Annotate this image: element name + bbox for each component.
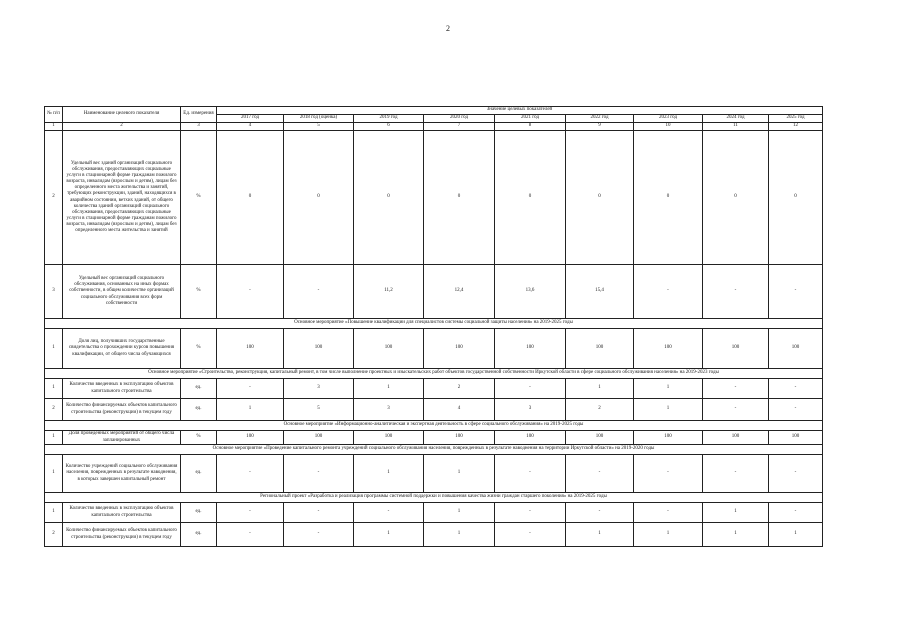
indicator-value: - — [566, 455, 634, 493]
table-row — [45, 329, 823, 369]
indicator-value: 3 — [495, 399, 566, 421]
table-row — [45, 379, 823, 399]
indicator-value: - — [769, 503, 823, 523]
indicator-value: - — [284, 523, 354, 547]
indicator-value: - — [495, 379, 566, 399]
indicator-value: 11,2 — [354, 265, 424, 319]
indicator-value: 1 — [354, 379, 424, 399]
indicator-value: - — [703, 265, 769, 319]
table-row — [45, 523, 823, 547]
indicator-value: 1 — [634, 379, 703, 399]
indicator-value: 2 — [424, 379, 495, 399]
header-numbers-row — [45, 123, 823, 131]
header-col-no: № п/п — [45, 107, 63, 123]
indicator-value: - — [634, 455, 703, 493]
indicator-value: 100 — [495, 431, 566, 445]
indicator-value: 0 — [424, 131, 495, 265]
indicator-value: 0 — [354, 131, 424, 265]
indicator-value: 12,4 — [424, 265, 495, 319]
indicator-value: 1 — [354, 523, 424, 547]
table-row — [45, 131, 823, 265]
header-col-number: 9 — [566, 123, 634, 131]
indicator-value: 100 — [217, 431, 284, 445]
header-col-number: 8 — [495, 123, 566, 131]
unit: % — [181, 265, 217, 319]
header-year: 2020 год — [424, 115, 495, 123]
header-year: 2019 год — [354, 115, 424, 123]
header-year: 2018 год (оценка) — [284, 115, 354, 123]
unit: ед. — [181, 523, 217, 547]
indicator-value: - — [217, 503, 284, 523]
indicator-value: - — [217, 265, 284, 319]
indicator-value: 100 — [566, 431, 634, 445]
indicator-value: 100 — [769, 329, 823, 369]
header-col-number: 12 — [769, 123, 823, 131]
header-col-number: 7 — [424, 123, 495, 131]
header-year: 2023 год — [634, 115, 703, 123]
indicator-value: 100 — [284, 329, 354, 369]
indicator-value: 3 — [354, 399, 424, 421]
header-col-unit: Ед. измерения — [181, 107, 217, 123]
indicator-value: 0 — [703, 131, 769, 265]
row-number: 2 — [45, 131, 63, 265]
indicator-value: - — [495, 523, 566, 547]
indicator-value: 0 — [634, 131, 703, 265]
section-title: Основное мероприятие «Повышение квалификации для специалистов системы социальной защиты населения» на 2019-2025 годы — [45, 319, 823, 329]
unit: % — [181, 431, 217, 445]
unit: ед. — [181, 455, 217, 493]
indicator-value: 100 — [217, 329, 284, 369]
header-col-name: Наименование целевого показателя — [63, 107, 181, 123]
indicator-name: Количество введенных в эксплуатацию объектов капитального строительства — [63, 503, 181, 523]
indicator-value: - — [217, 523, 284, 547]
indicator-value: 5 — [284, 399, 354, 421]
header-col-number: 11 — [703, 123, 769, 131]
indicator-value: 1 — [703, 503, 769, 523]
section-title: Региональный проект «Разработка и реализация программы системной поддержки и повышения качества жизни граждан старшего поколения» на 2019-2025 годы — [45, 493, 823, 503]
indicator-value: - — [217, 455, 284, 493]
table-row — [45, 431, 823, 445]
indicator-value: 100 — [424, 329, 495, 369]
row-number: 1 — [45, 503, 63, 523]
indicator-value: 0 — [566, 131, 634, 265]
indicator-value: 100 — [566, 329, 634, 369]
indicator-value: 1 — [634, 399, 703, 421]
table-row — [45, 455, 823, 493]
header-year: 2017 год — [217, 115, 284, 123]
indicator-value: - — [284, 503, 354, 523]
indicator-name: Удельный вес зданий организаций социального обслуживания, предоставляющих социальные услуги в стационарной форме гражданам пожилого возраста, инвалидам (взрослым и детям), лицам без определенного места жительства и занятий, требующих реконструкции, зданий, находящихся в аварийном состоянии, ветхих зданий, от общего количества зданий организаций социального обслуживания, предоставляющих социальные услуги в стационарной форме гражданам пожилого возраста, инвалидам (взрослым и детям), лицам без определенного места жительства и занятий — [63, 131, 181, 265]
indicator-value: 1 — [424, 455, 495, 493]
header-col-number: 6 — [354, 123, 424, 131]
unit: % — [181, 329, 217, 369]
indicator-value: - — [217, 379, 284, 399]
indicator-value: 0 — [284, 131, 354, 265]
indicator-value: 4 — [424, 399, 495, 421]
indicator-value: - — [769, 455, 823, 493]
row-number: 1 — [45, 379, 63, 399]
header-year: 2024 год — [703, 115, 769, 123]
indicator-value: 0 — [217, 131, 284, 265]
indicator-name: Удельный вес организаций социального обслуживания, основанных на иных формах собственности, в общем количестве организаций социального обслуживания всех форм собственности — [63, 265, 181, 319]
indicator-value: - — [354, 503, 424, 523]
header-col-number: 10 — [634, 123, 703, 131]
indicator-value: 100 — [634, 329, 703, 369]
indicator-value: - — [284, 455, 354, 493]
indicator-name: Количество введенных в эксплуатацию объектов капитального строительства — [63, 379, 181, 399]
indicator-value: 0 — [769, 131, 823, 265]
indicator-value: 100 — [634, 431, 703, 445]
indicator-value: - — [703, 379, 769, 399]
unit: ед. — [181, 503, 217, 523]
target-indicators-table — [44, 106, 823, 547]
indicator-value: 0 — [495, 131, 566, 265]
indicator-value: 100 — [703, 329, 769, 369]
section-row — [45, 369, 823, 379]
indicator-name: Доля проведенных мероприятий от общего числа запланированных — [63, 431, 181, 445]
header-row-1 — [45, 107, 823, 115]
indicator-value: - — [495, 455, 566, 493]
indicator-value: - — [703, 399, 769, 421]
indicator-value: 1 — [424, 523, 495, 547]
indicator-value: 1 — [769, 523, 823, 547]
indicator-value: 100 — [703, 431, 769, 445]
unit: % — [181, 131, 217, 265]
row-number: 3 — [45, 265, 63, 319]
header-col-number: 3 — [181, 123, 217, 131]
header-col-number: 2 — [63, 123, 181, 131]
indicator-value: 100 — [354, 431, 424, 445]
indicator-value: - — [495, 503, 566, 523]
page-number: 2 — [446, 24, 450, 33]
indicator-name: Доля лиц, получивших государственные свидетельства о прохождении курсов повышения квалификации, от общего числа обучающихся — [63, 329, 181, 369]
indicator-name: Количество финансируемых объектов капитального строительства (реконструкции) в текущем году — [63, 399, 181, 421]
section-row — [45, 493, 823, 503]
indicator-value: - — [566, 503, 634, 523]
indicator-value: 100 — [424, 431, 495, 445]
indicator-value: 100 — [354, 329, 424, 369]
table-row — [45, 399, 823, 421]
indicator-value: 100 — [495, 329, 566, 369]
table-row — [45, 503, 823, 523]
indicator-value: - — [703, 455, 769, 493]
row-number: 2 — [45, 399, 63, 421]
indicator-value: 13,6 — [495, 265, 566, 319]
indicator-value: 1 — [424, 503, 495, 523]
indicator-value: - — [634, 265, 703, 319]
indicator-value: - — [769, 399, 823, 421]
section-title: Основное мероприятие «Проведение капитального ремонта учреждений социального обслуживания населения, поврежденных в результате наводнения на территории Иркутской области» на 2019-2020 годы — [45, 445, 823, 455]
header-col-values: Значение целевых показателей — [217, 107, 823, 115]
unit: ед. — [181, 399, 217, 421]
header-col-number: 4 — [217, 123, 284, 131]
section-title: Основное мероприятие «Строительство, реконструкция, капитальный ремонт, в том числе выполнение проектных и изыскательских работ объектов государственной собственности Иркутской области в сфере социального обслуживания населения» на 2019-2023 годы — [45, 369, 823, 379]
indicator-value: 1 — [217, 399, 284, 421]
section-row — [45, 319, 823, 329]
table-row — [45, 265, 823, 319]
section-title: Основное мероприятие «Информационно-аналитическая и экспертная деятельность в сфере социального обслуживания» на 2019-2025 годы — [45, 421, 823, 431]
row-number: 2 — [45, 523, 63, 547]
section-row — [45, 445, 823, 455]
indicator-value: 100 — [284, 431, 354, 445]
header-col-number: 1 — [45, 123, 63, 131]
indicator-value: 3 — [284, 379, 354, 399]
indicator-name: Количество финансируемых объектов капитального строительства (реконструкции) в текущем году — [63, 523, 181, 547]
indicator-value: 1 — [634, 523, 703, 547]
indicator-value: 1 — [566, 379, 634, 399]
header-year: 2021 год — [495, 115, 566, 123]
header-year: 2025 год — [769, 115, 823, 123]
row-number: 1 — [45, 455, 63, 493]
header-col-number: 5 — [284, 123, 354, 131]
indicator-name: Количество учреждений социального обслуживания населения, поврежденных в результате наводнения, в которых завершен капитальный ремонт — [63, 455, 181, 493]
indicator-value: 15,4 — [566, 265, 634, 319]
indicator-value: 100 — [769, 431, 823, 445]
indicator-value: 1 — [566, 523, 634, 547]
unit: ед. — [181, 379, 217, 399]
row-number: 1 — [45, 431, 63, 445]
indicator-value: - — [769, 265, 823, 319]
indicator-value: - — [634, 503, 703, 523]
indicator-value: - — [769, 379, 823, 399]
row-number: 1 — [45, 329, 63, 369]
indicator-value: 1 — [703, 523, 769, 547]
indicator-value: 1 — [354, 455, 424, 493]
section-row — [45, 421, 823, 431]
indicator-value: 2 — [566, 399, 634, 421]
indicator-value: - — [284, 265, 354, 319]
header-year: 2022 год — [566, 115, 634, 123]
